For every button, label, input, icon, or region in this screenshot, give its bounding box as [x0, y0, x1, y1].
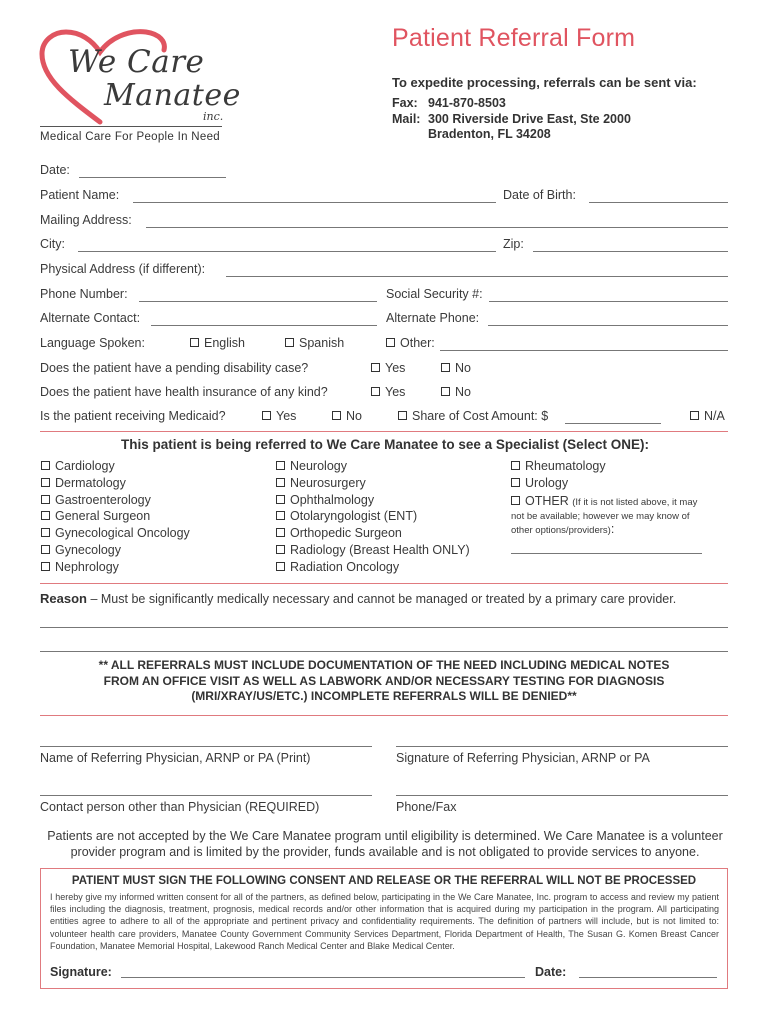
specialist-option-gynecological-oncology[interactable]: Gynecological Oncology [41, 526, 190, 540]
expedite-text: To expedite processing, referrals can be sent via: [392, 75, 697, 90]
other-language-option[interactable]: Other: [386, 336, 435, 350]
reason-line-1[interactable] [40, 627, 728, 628]
reason-text: Reason – Must be significantly medically necessary and cannot be managed or treated by a primary care provider. [40, 591, 677, 606]
specialist-checkbox[interactable] [511, 478, 520, 487]
spanish-checkbox[interactable] [285, 338, 294, 347]
specialist-option-gynecology[interactable]: Gynecology [41, 543, 121, 557]
phone-label: Phone Number: [40, 287, 128, 301]
logo-manatee: Manatee [104, 78, 241, 113]
alt-phone-label: Alternate Phone: [386, 311, 480, 325]
na-checkbox[interactable] [690, 411, 699, 420]
disability-no[interactable]: No [441, 361, 471, 375]
city-label: City: [40, 237, 65, 251]
mailing-address-field[interactable] [146, 227, 728, 228]
documentation-notice: ** ALL REFERRALS MUST INCLUDE DOCUMENTATION OF THE NEED INCLUDING MEDICAL NOTES FROM AN OFFICE VISIT AS WELL AS LABWORK AND/OR NECESSARY TESTING FOR DIAGNOSIS (MRI/XRAY/US/ETC.) INCOMPLETE REFERRALS WILL BE DENIED** [98, 658, 670, 703]
specialist-checkbox[interactable] [276, 478, 285, 487]
patient-date-label: Date: [535, 965, 567, 979]
specialist-option-orthopedic-surgeon[interactable]: Orthopedic Surgeon [276, 526, 402, 540]
spanish-option[interactable]: Spanish [285, 336, 344, 350]
patient-signature-label: Signature: [50, 965, 112, 979]
specialist-other-checkbox[interactable] [511, 496, 520, 505]
insurance-yes-checkbox[interactable] [371, 387, 380, 396]
specialist-option-ophthalmology[interactable]: Ophthalmology [276, 493, 374, 507]
alt-contact-field[interactable] [151, 325, 377, 326]
specialist-option-nephrology[interactable]: Nephrology [41, 560, 119, 574]
other-language-field[interactable] [440, 350, 728, 351]
specialist-option-urology[interactable]: Urology [511, 476, 568, 490]
disability-yes-checkbox[interactable] [371, 363, 380, 372]
specialist-option-neurosurgery[interactable]: Neurosurgery [276, 476, 366, 490]
specialist-checkbox[interactable] [41, 528, 50, 537]
reason-line-2[interactable] [40, 651, 728, 652]
logo-underline [40, 126, 222, 127]
physical-address-label: Physical Address (if different): [40, 262, 206, 276]
specialist-other[interactable]: OTHER (If it is not listed above, it may [511, 494, 697, 508]
specialist-checkbox[interactable] [41, 511, 50, 520]
specialist-other-field[interactable] [511, 553, 702, 554]
specialist-title: This patient is being referred to We Care Manatee to see a Specialist (Select ONE): [121, 437, 649, 452]
insurance-no[interactable]: No [441, 385, 471, 399]
specialist-checkbox[interactable] [276, 562, 285, 571]
specialist-option-otolaryngologist-ent[interactable]: Otolaryngologist (ENT) [276, 509, 417, 523]
specialist-option-dermatology[interactable]: Dermatology [41, 476, 126, 490]
eligibility-disclaimer: Patients are not accepted by the We Care Manatee program until eligibility is determined. We Care Manatee is a volunteer provider program and is limited by the provider, funds available and is not obligated to provide services to anyone. [47, 829, 723, 859]
phone-fax-field[interactable] [396, 795, 728, 796]
date-label: Date: [40, 163, 70, 177]
specialist-option-rheumatology[interactable]: Rheumatology [511, 459, 606, 473]
medicaid-question: Is the patient receiving Medicaid? [40, 409, 226, 423]
specialist-option-neurology[interactable]: Neurology [276, 459, 347, 473]
specialist-option-cardiology[interactable]: Cardiology [41, 459, 115, 473]
consent-heading: PATIENT MUST SIGN THE FOLLOWING CONSENT AND RELEASE OR THE REFERRAL WILL NOT BE PROCESSED [71, 875, 697, 887]
contact-person-field[interactable] [40, 795, 372, 796]
share-cost-checkbox[interactable] [398, 411, 407, 420]
city-field[interactable] [78, 251, 496, 252]
physician-name-field[interactable] [40, 746, 372, 747]
specialist-checkbox[interactable] [41, 461, 50, 470]
mail-line2: Bradenton, FL 34208 [428, 127, 551, 141]
divider [40, 715, 728, 716]
disability-question: Does the patient have a pending disability case? [40, 361, 309, 375]
logo-we-care: We Care [68, 44, 205, 80]
specialist-checkbox[interactable] [276, 495, 285, 504]
medicaid-yes[interactable]: Yes [262, 409, 296, 423]
consent-box [40, 868, 728, 989]
mailing-address-label: Mailing Address: [40, 213, 132, 227]
specialist-option-radiology-breast-health-only[interactable]: Radiology (Breast Health ONLY) [276, 543, 470, 557]
specialist-checkbox[interactable] [276, 511, 285, 520]
specialist-checkbox[interactable] [41, 562, 50, 571]
disability-yes[interactable]: Yes [371, 361, 405, 375]
disability-no-checkbox[interactable] [441, 363, 450, 372]
share-cost-option[interactable]: Share of Cost Amount: $ [398, 409, 548, 423]
english-checkbox[interactable] [190, 338, 199, 347]
physical-address-field[interactable] [226, 276, 728, 277]
specialist-checkbox[interactable] [41, 545, 50, 554]
mail-label: Mail: [392, 112, 421, 126]
specialist-option-radiation-oncology[interactable]: Radiation Oncology [276, 560, 399, 574]
ssn-field[interactable] [489, 301, 728, 302]
physician-name-label: Name of Referring Physician, ARNP or PA (Print) [40, 751, 311, 765]
insurance-yes[interactable]: Yes [371, 385, 405, 399]
language-label: Language Spoken: [40, 336, 145, 350]
specialist-checkbox[interactable] [41, 478, 50, 487]
specialist-option-gastroenterology[interactable]: Gastroenterology [41, 493, 151, 507]
fax-label: Fax: [392, 96, 418, 110]
specialist-option-general-surgeon[interactable]: General Surgeon [41, 509, 150, 523]
specialist-checkbox[interactable] [276, 461, 285, 470]
page-title: Patient Referral Form [392, 24, 636, 52]
divider [40, 431, 728, 432]
specialist-other-note-2: not be available; however we may know of [511, 511, 690, 522]
medicaid-yes-checkbox[interactable] [262, 411, 271, 420]
patient-date-field[interactable] [579, 977, 717, 978]
specialist-other-note-3: other options/providers): [511, 522, 615, 536]
consent-body: I hereby give my informed written consent for all of the partners, as defined below, participating in the We Care Manatee, Inc. program to access and review my patient files including the diagnosis, treatment, prognosis, medical records and/or other information that is acquired during my participation in the program. All participating entities agree to adhere to all of the appropriate and pertinent privacy and confidentiality requirements. The definition of partners will include, but is not limited to: volunteer health care providers, Manatee County Government Community Services Department, Florida Department of Health, The Susan G. Komen Breast Cancer Foundation, Manatee Memorial Hospital, Lakewood Ranch Medical Center and Blake Medical Center. [50, 892, 719, 951]
logo-tagline: Medical Care For People In Need [40, 131, 220, 143]
ssn-label: Social Security #: [386, 287, 483, 301]
patient-signature-field[interactable] [121, 977, 525, 978]
na-option[interactable]: N/A [690, 409, 725, 423]
date-field[interactable] [79, 177, 226, 178]
fax-value: 941-870-8503 [428, 96, 506, 110]
alt-phone-field[interactable] [488, 325, 728, 326]
logo-inc: inc. [203, 110, 224, 123]
patient-name-field[interactable] [133, 202, 496, 203]
other-language-checkbox[interactable] [386, 338, 395, 347]
share-cost-field[interactable] [565, 423, 661, 424]
insurance-question: Does the patient have health insurance of any kind? [40, 385, 328, 399]
phone-fax-label: Phone/Fax [396, 800, 457, 814]
patient-name-label: Patient Name: [40, 188, 120, 202]
medicaid-no[interactable]: No [332, 409, 362, 423]
specialist-checkbox[interactable] [276, 545, 285, 554]
contact-person-label: Contact person other than Physician (REQUIRED) [40, 800, 320, 814]
physician-signature-field[interactable] [396, 746, 728, 747]
alt-contact-label: Alternate Contact: [40, 311, 141, 325]
zip-label: Zip: [503, 237, 524, 251]
phone-field[interactable] [139, 301, 377, 302]
divider [40, 583, 728, 584]
mail-line1: 300 Riverside Drive East, Ste 2000 [428, 112, 631, 126]
physician-signature-label: Signature of Referring Physician, ARNP or PA [396, 751, 650, 765]
dob-field[interactable] [589, 202, 728, 203]
specialist-checkbox[interactable] [41, 495, 50, 504]
zip-field[interactable] [533, 251, 728, 252]
specialist-checkbox[interactable] [511, 461, 520, 470]
dob-label: Date of Birth: [503, 188, 576, 202]
medicaid-no-checkbox[interactable] [332, 411, 341, 420]
insurance-no-checkbox[interactable] [441, 387, 450, 396]
specialist-checkbox[interactable] [276, 528, 285, 537]
english-option[interactable]: English [190, 336, 245, 350]
